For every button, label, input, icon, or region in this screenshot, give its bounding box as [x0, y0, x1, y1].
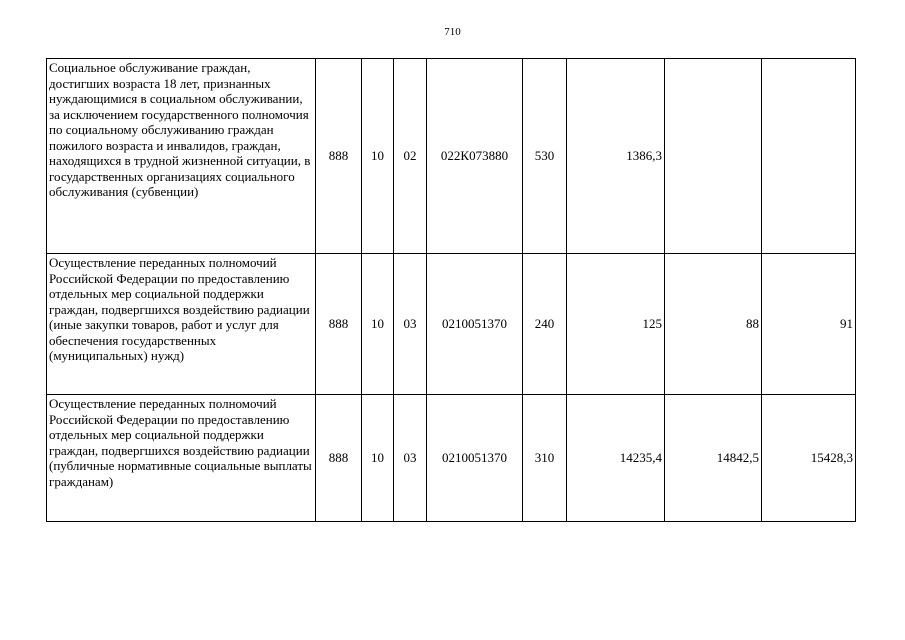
amount-year-1-cell: 14235,4 [567, 395, 665, 522]
row-description: Социальное обслуживание граждан, достигших возраста 18 лет, признанных нуждающимися в социальном обслуживании, за исключением государственного полномочия по социальному обслуживанию граждан пожилого возраста и инвалидов, граждан, находящихся в трудной жизненной ситуации, в государственных организациях социального обслуживания (субвенции) [47, 59, 316, 254]
target-article-cell: 0210051370 [427, 395, 523, 522]
row-description: Осуществление переданных полномочий Российской Федерации по предоставлению отдельных мер социальной поддержки граждан, подвергшихся воздействию радиации (иные закупки товаров, работ и услуг для обеспечения государственных (муниципальных) нужд) [47, 254, 316, 395]
budget-table [46, 58, 856, 522]
target-article-cell: 0210051370 [427, 254, 523, 395]
section-cell: 10 [362, 254, 394, 395]
expense-type-cell: 530 [523, 59, 567, 254]
row-description: Осуществление переданных полномочий Российской Федерации по предоставлению отдельных мер социальной поддержки граждан, подвергшихся воздействию радиации (публичные нормативные социальные выплаты гражданам) [47, 395, 316, 522]
amount-year-1-cell: 1386,3 [567, 59, 665, 254]
expense-type-cell: 240 [523, 254, 567, 395]
amount-year-3-cell [762, 59, 856, 254]
admin-code-cell: 888 [316, 395, 362, 522]
table-row [47, 254, 856, 395]
target-article-cell: 022К073880 [427, 59, 523, 254]
amount-year-3-cell: 91 [762, 254, 856, 395]
subsection-cell: 03 [394, 395, 427, 522]
amount-year-1-cell: 125 [567, 254, 665, 395]
amount-year-2-cell: 88 [665, 254, 762, 395]
subsection-cell: 02 [394, 59, 427, 254]
section-cell: 10 [362, 395, 394, 522]
expense-type-cell: 310 [523, 395, 567, 522]
table-row [47, 395, 856, 522]
amount-year-2-cell: 14842,5 [665, 395, 762, 522]
subsection-cell: 03 [394, 254, 427, 395]
amount-year-3-cell: 15428,3 [762, 395, 856, 522]
admin-code-cell: 888 [316, 254, 362, 395]
page-number: 710 [444, 26, 461, 38]
section-cell: 10 [362, 59, 394, 254]
admin-code-cell: 888 [316, 59, 362, 254]
amount-year-2-cell [665, 59, 762, 254]
table-row [47, 59, 856, 254]
